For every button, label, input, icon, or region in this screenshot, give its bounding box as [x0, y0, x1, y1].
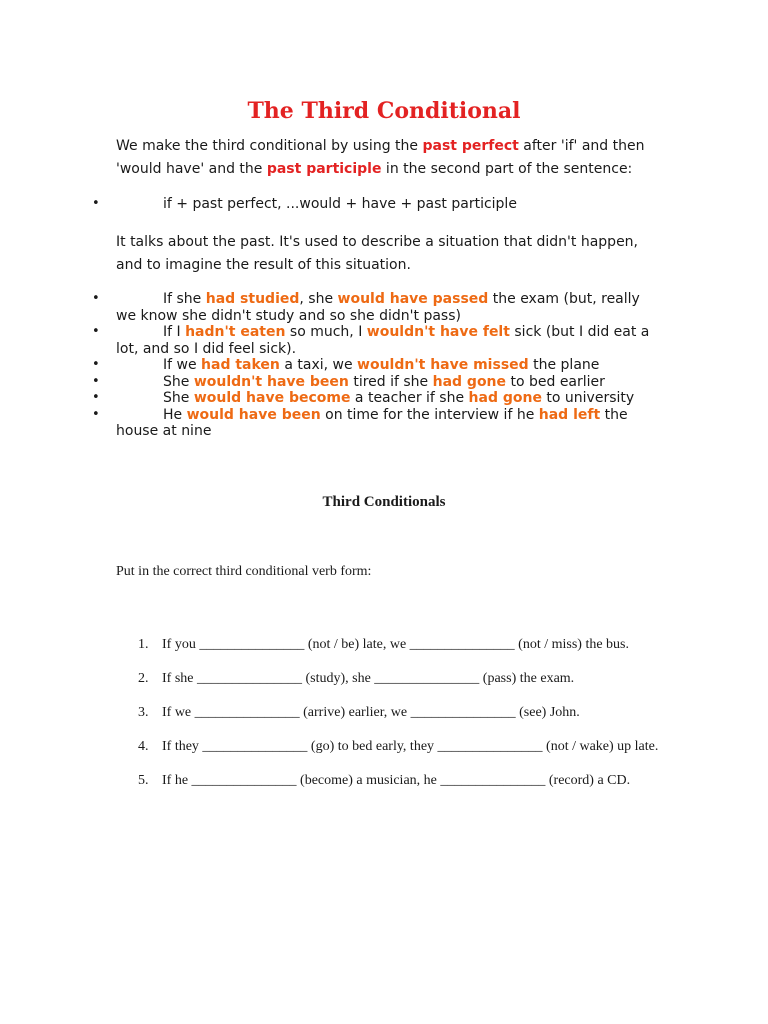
- list-item: • She wouldn't have been tired if she had gone to bed earlier: [92, 373, 605, 390]
- intro-paragraph: [116, 135, 661, 181]
- exercise-item: [120, 730, 660, 764]
- list-item: • If we had taken a taxi, we wouldn't have missed the plane: [92, 357, 600, 373]
- exercise-item: [120, 662, 660, 696]
- bullet-icon: •: [92, 196, 100, 211]
- exercise-item: [120, 696, 660, 730]
- item-text: If she _______________ (study), she _______________ (pass) the exam.: [162, 671, 575, 686]
- bullet-icon: •: [92, 373, 100, 389]
- bullet-icon: •: [92, 357, 100, 372]
- exercise-item: [120, 764, 660, 798]
- list-item: • He would have been on time for the interview if he had left the house at nine: [92, 406, 628, 439]
- page-title: The Third Conditional: [247, 98, 521, 124]
- intro-text-1: We make the third conditional by using the: [116, 138, 423, 154]
- item-number: 4.: [138, 739, 149, 754]
- item-number: 2.: [138, 671, 149, 686]
- exercise-item: [120, 628, 660, 662]
- list-item: • If she had studied, she would have passed the exam (but, really we know she didn't study and so she didn't pass): [92, 291, 640, 324]
- example-list: [92, 291, 652, 440]
- formula-text: if + past perfect, ...would + have + past participle: [163, 196, 517, 212]
- formula-item: [92, 196, 652, 213]
- bullet-icon: •: [92, 291, 100, 306]
- intro-text-3: in the second part of the sentence:: [381, 161, 633, 177]
- bullet-icon: •: [92, 390, 100, 405]
- bullet-icon: •: [92, 406, 100, 422]
- item-number: 1.: [138, 637, 149, 652]
- formula-list: [92, 196, 652, 213]
- item-number: 5.: [138, 773, 149, 788]
- description-paragraph: It talks about the past. It's used to describe a situation that didn't happen, and to imagine the result of this situation.: [116, 234, 639, 273]
- list-item: • If I hadn't eaten so much, I wouldn't have felt sick (but I did eat a lot, and so I did feel sick).: [92, 324, 650, 357]
- item-text: If we _______________ (arrive) earlier, we _______________ (see) John.: [162, 705, 580, 720]
- exercise-title: Third Conditionals: [322, 494, 446, 510]
- item-text: If they _______________ (go) to bed early, they _______________ (not / wake) up late.: [162, 739, 659, 754]
- item-text: If he _______________ (become) a musician, he _______________ (record) a CD.: [162, 773, 631, 788]
- exercise-list: [120, 628, 660, 798]
- list-item: • She would have become a teacher if she had gone to university: [92, 390, 635, 406]
- intro-text-2: after 'if' and then 'would have' and the: [116, 138, 645, 177]
- item-text: If you _______________ (not / be) late, we _______________ (not / miss) the bus.: [162, 637, 630, 652]
- bullet-icon: •: [92, 324, 100, 339]
- highlight-past-participle: past participle: [266, 161, 382, 177]
- highlight-past-perfect: past perfect: [422, 138, 519, 154]
- item-number: 3.: [138, 705, 149, 720]
- exercise-instruction: Put in the correct third conditional verb form:: [116, 564, 372, 579]
